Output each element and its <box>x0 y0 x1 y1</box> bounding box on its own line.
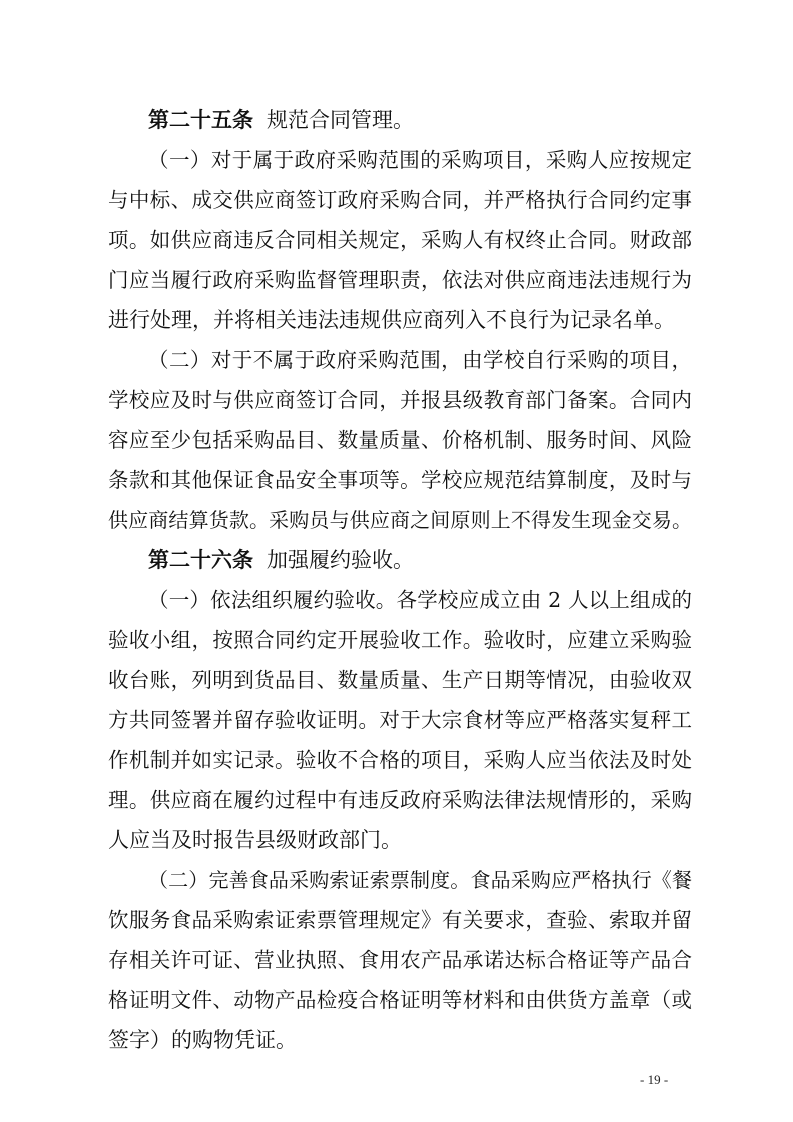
paragraph-line: 签字）的购物凭证。 <box>108 1028 297 1052</box>
paragraph-line: 收台账，列明到货品目、数量质量、生产日期等情况，由验收双 <box>108 668 692 692</box>
paragraph-line: 门应当履行政府采购监督管理职责，依法对供应商违法违规行为 <box>108 268 692 292</box>
paragraph-line: 供应商结算货款。采购员与供应商之间原则上不得发生现金交易。 <box>108 508 692 532</box>
paragraph-line: （二）完善食品采购索证索票制度。食品采购应严格执行《餐 <box>148 868 692 892</box>
paragraph-line: 存相关许可证、营业执照、食用农产品承诺达标合格证等产品合 <box>108 948 692 972</box>
paragraph-line: 理。供应商在履约过程中有违反政府采购法律法规情形的，采购 <box>108 788 692 812</box>
article-26-title: 加强履约验收。 <box>267 548 414 572</box>
paragraph-line: 饮服务食品采购索证索票管理规定》有关要求，查验、索取并留 <box>108 908 692 932</box>
paragraph-line: 项。如供应商违反合同相关规定，采购人有权终止合同。财政部 <box>108 228 692 252</box>
article-25-title: 规范合同管理。 <box>267 108 414 132</box>
paragraph-line: （一）对于属于政府采购范围的采购项目，采购人应按规定 <box>148 148 692 172</box>
article-26-label: 第二十六条 <box>148 548 253 572</box>
article-25-heading <box>148 103 692 137</box>
article-25-label: 第二十五条 <box>148 108 253 132</box>
paragraph-line: 验收小组，按照合同约定开展验收工作。验收时，应建立采购验 <box>108 628 692 652</box>
paragraph-line: 进行处理，并将相关违法违规供应商列入不良行为记录名单。 <box>108 308 675 332</box>
paragraph-line: 格证明文件、动物产品检疫合格证明等材料和由供货方盖章（或 <box>108 988 692 1012</box>
paragraph-line: 作机制并如实记录。验收不合格的项目，采购人应当依法及时处 <box>108 748 692 772</box>
article-26-heading <box>148 543 692 577</box>
paragraph-line: 条款和其他保证食品安全事项等。学校应规范结算制度，及时与 <box>108 468 692 492</box>
paragraph-line: 人应当及时报告县级财政部门。 <box>108 828 402 852</box>
paragraph-line: 学校应及时与供应商签订合同，并报县级教育部门备案。合同内 <box>108 388 692 412</box>
paragraph-line: （二）对于不属于政府采购范围，由学校自行采购的项目， <box>148 348 692 372</box>
paragraph-line: （一）依法组织履约验收。各学校应成立由 2 人以上组成的 <box>148 588 692 612</box>
paragraph-line: 方共同签署并留存验收证明。对于大宗食材等应严格落实复秤工 <box>108 708 692 732</box>
paragraph-line: 与中标、成交供应商签订政府采购合同，并严格执行合同约定事 <box>108 188 692 212</box>
paragraph-line: 容应至少包括采购品目、数量质量、价格机制、服务时间、风险 <box>108 428 692 452</box>
page-number: - 19 - <box>640 1072 669 1087</box>
